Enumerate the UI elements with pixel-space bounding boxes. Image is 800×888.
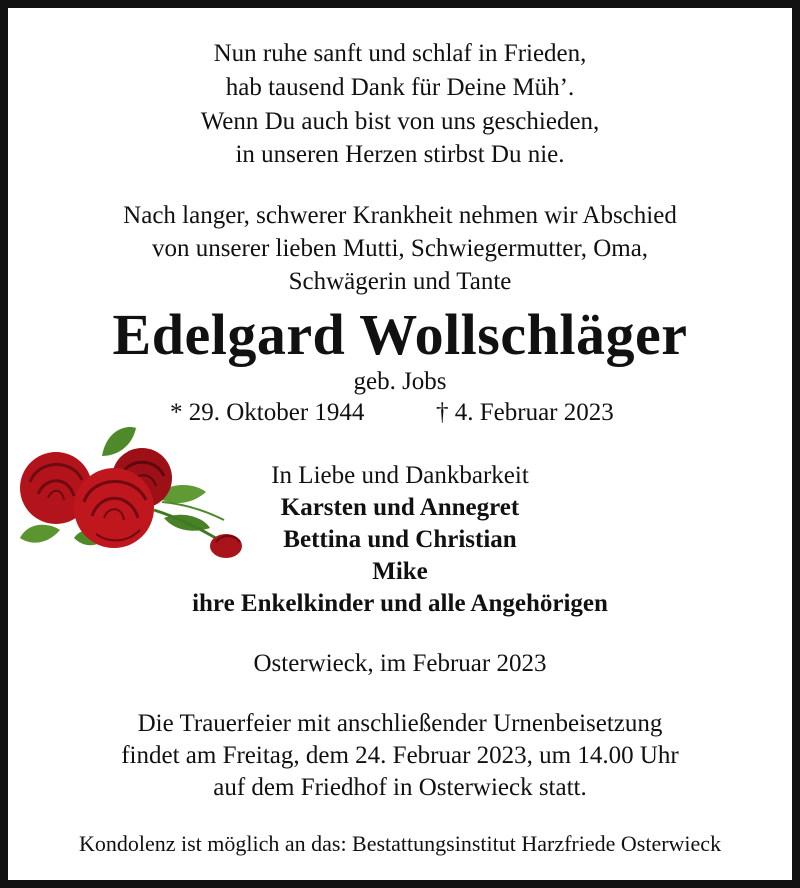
mourner-1: Karsten und Annegret (280, 494, 520, 521)
poem-line-1: Nun ruhe sanft und schlaf in Frieden, (213, 40, 587, 67)
intro-line-2: von unserer lieben Mutti, Schwiegermutter, Oma, (151, 235, 649, 262)
funeral-line-2: findet am Freitag, dem 24. Februar 2023, um 14.00 Uhr (121, 742, 679, 769)
funeral-line-3: auf dem Friedhof in Osterwieck statt. (213, 774, 587, 801)
maiden-name: geb. Jobs (353, 368, 447, 395)
mourner-3: Mike (372, 558, 428, 585)
poem-line-4: in unseren Herzen stirbst Du nie. (235, 141, 565, 168)
death-date: † 4. Februar 2023 (436, 399, 614, 426)
birth-date: * 29. Oktober 1944 (170, 399, 365, 426)
poem-line-2: hab tausend Dank für Deine Müh’. (225, 74, 575, 101)
mourner-2: Bettina und Christian (283, 526, 517, 553)
place-date: Osterwieck, im Februar 2023 (253, 650, 547, 677)
poem-line-3: Wenn Du auch bist von uns geschieden, (200, 108, 600, 135)
condolence-note: Kondolenz ist möglich an das: Bestattungsinstitut Harzfriede Osterwieck (78, 831, 722, 856)
intro-line-3: Schwägerin und Tante (288, 268, 512, 295)
funeral-line-1: Die Trauerfeier mit anschließender Urnenbeisetzung (137, 710, 663, 737)
mourners-intro: In Liebe und Dankbarkeit (271, 462, 529, 489)
intro-line-1: Nach langer, schwerer Krankheit nehmen wir Abschied (123, 202, 677, 229)
mourner-4: ihre Enkelkinder und alle Angehörigen (192, 590, 608, 617)
deceased-name: Edelgard Wollschläger (112, 302, 688, 367)
